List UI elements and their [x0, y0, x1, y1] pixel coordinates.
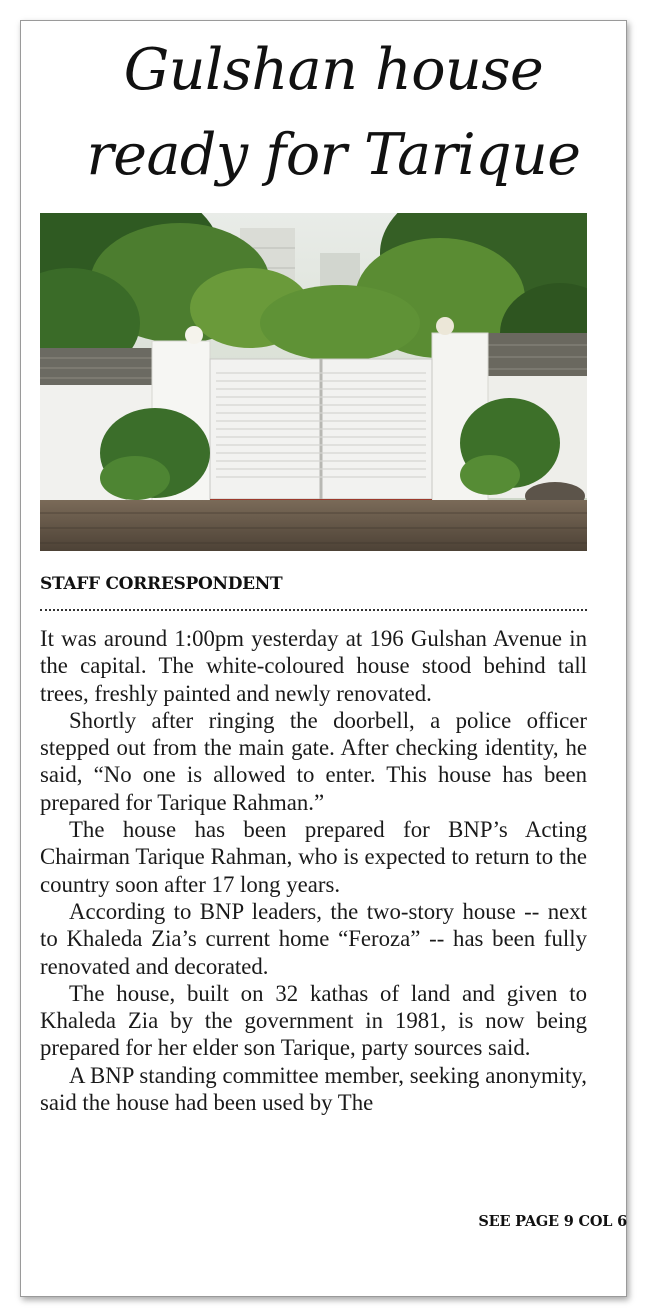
- jump-line: SEE PAGE 9 COL 6: [478, 1213, 627, 1230]
- dotted-divider: [40, 609, 587, 611]
- paragraph: A BNP standing committee member, seeking anonymity, said the house had been used by The: [40, 1062, 587, 1116]
- byline: STAFF CORRESPONDENT: [40, 574, 283, 594]
- headline-line-1: Gulshan house: [123, 37, 544, 103]
- paragraph: The house, built on 32 kathas of land and given to Khaleda Zia by the government in 1981, is now being prepared for her elder son Tarique, party sources said.: [40, 980, 587, 1061]
- paragraph: According to BNP leaders, the two-story house -- next to Khaleda Zia’s current home “Feroza” -- has been fully renovated and decorated.: [40, 898, 587, 979]
- headline: [0, 28, 667, 198]
- paragraph: Shortly after ringing the doorbell, a police officer stepped out from the main gate. After checking identity, he said, “No one is allowed to enter. This house has been prepared for Tarique Rahman.”: [40, 707, 587, 815]
- paragraph: It was around 1:00pm yesterday at 196 Gulshan Avenue in the capital. The white-coloured house stood behind tall trees, freshly painted and newly renovated.: [40, 626, 587, 706]
- house-gate-photo: [40, 213, 587, 551]
- article-body: [40, 625, 587, 1116]
- paragraph: The house has been prepared for BNP’s Acting Chairman Tarique Rahman, who is expected to return to the country soon after 17 long years.: [40, 817, 587, 897]
- headline-line-2: ready for Tarique: [86, 122, 581, 188]
